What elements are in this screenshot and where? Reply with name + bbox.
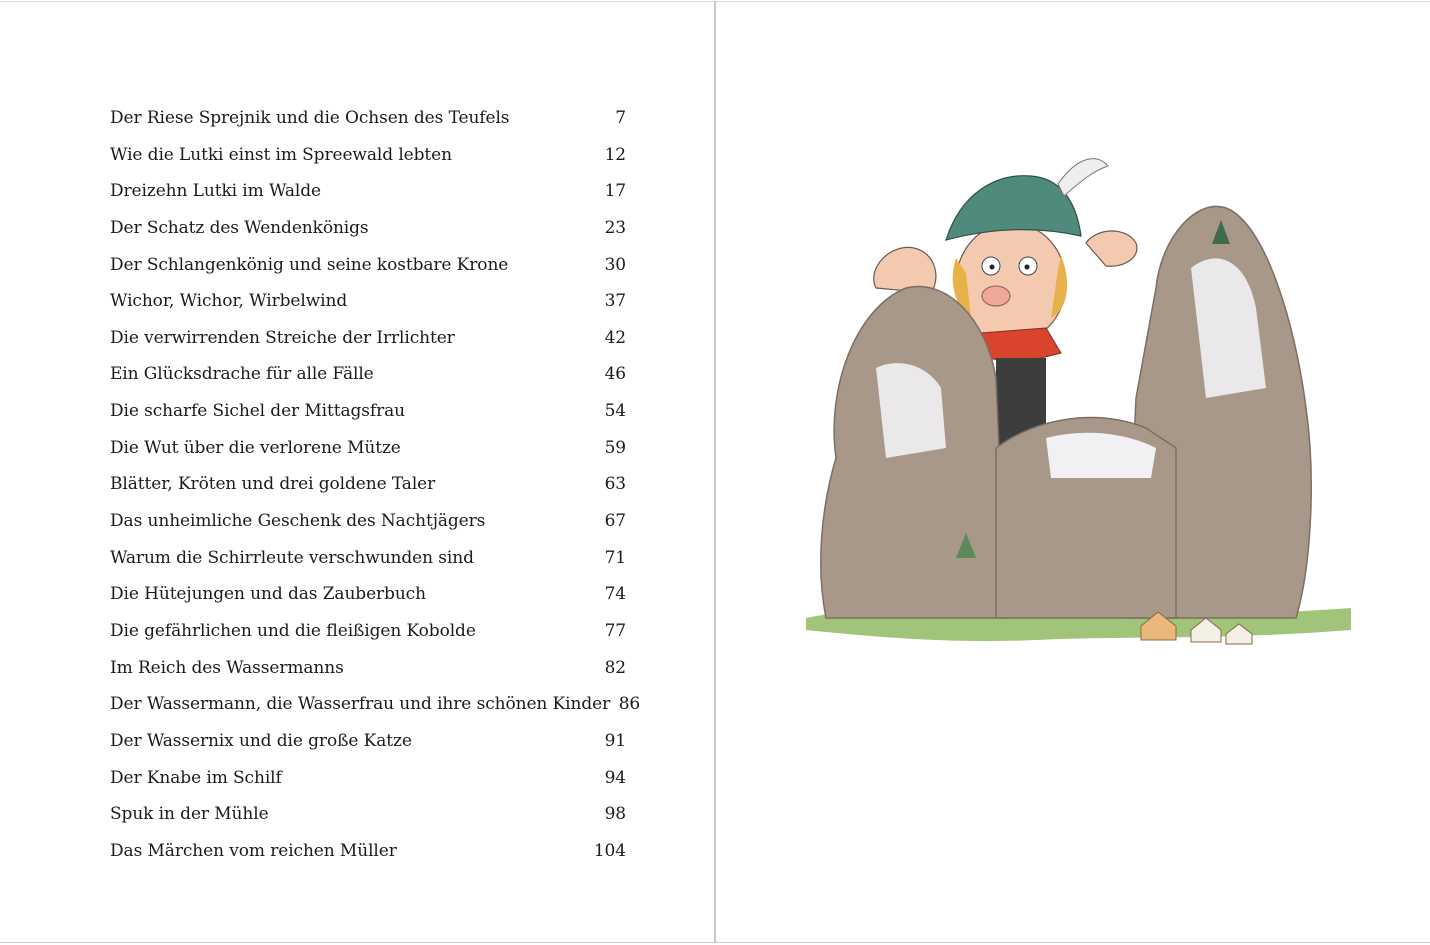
toc-entry-page-number: 46	[604, 364, 626, 385]
toc-entry-title: Die Wut über die verlorene Mütze	[110, 437, 401, 458]
giant-scarf	[981, 328, 1061, 363]
left-page	[0, 2, 714, 942]
giant-left-hand	[874, 247, 936, 293]
toc-entry-title: Im Reich des Wassermanns	[110, 657, 344, 678]
giant-behind-rocks-illustration	[796, 148, 1366, 678]
hat-feather	[1058, 159, 1108, 196]
toc-entry-title: Warum die Schirrleute verschwunden sind	[110, 547, 474, 568]
toc-entry	[110, 393, 626, 430]
toc-entry	[110, 576, 626, 613]
toc-entry	[110, 100, 626, 137]
toc-entry-title: Der Wassernix und die große Katze	[110, 730, 412, 751]
toc-entry-title: Der Riese Sprejnik und die Ochsen des Teufels	[110, 108, 510, 128]
toc-entry	[110, 173, 626, 210]
toc-entry	[110, 686, 641, 723]
toc-entry	[110, 320, 626, 357]
toc-entry-title: Das Märchen vom reichen Müller	[110, 840, 397, 861]
toc-entry-title: Spuk in der Mühle	[110, 804, 269, 825]
toc-entry	[110, 210, 626, 247]
toc-entry	[110, 650, 626, 687]
toc-entry-page-number: 63	[604, 474, 626, 495]
toc-entry-page-number: 67	[604, 511, 626, 532]
bottom-edge-line	[0, 942, 1430, 943]
toc-entry	[110, 540, 626, 577]
toc-entry	[110, 760, 626, 797]
toc-entry-title: Das unheimliche Geschenk des Nachtjägers	[110, 511, 486, 532]
toc-entry-title: Der Knabe im Schilf	[110, 767, 282, 788]
toc-entry-page-number: 12	[604, 144, 626, 165]
toc-entry	[110, 137, 626, 174]
toc-entry-title: Blätter, Kröten und drei goldene Taler	[110, 474, 436, 495]
toc-entry	[110, 466, 626, 503]
toc-entry-page-number: 82	[604, 657, 626, 678]
toc-entry-page-number: 86	[618, 694, 641, 715]
toc-entry-page-number: 59	[604, 437, 626, 458]
giant-nose	[982, 286, 1010, 306]
toc-entry-title: Die gefährlichen und die fleißigen Kobolde	[110, 620, 476, 641]
toc-entry-page-number: 104	[593, 840, 626, 861]
giant-right-pupil	[1025, 265, 1030, 270]
toc-entry-page-number: 94	[604, 767, 626, 788]
toc-entry	[110, 723, 626, 760]
toc-entry-page-number: 77	[604, 620, 626, 641]
toc-entry-page-number: 98	[604, 804, 626, 825]
table-of-contents	[110, 100, 641, 869]
toc-entry-page-number: 30	[604, 254, 626, 275]
toc-entry	[110, 430, 626, 467]
toc-entry	[110, 613, 626, 650]
giant-left-pupil	[990, 265, 995, 270]
toc-entry-title: Die scharfe Sichel der Mittagsfrau	[110, 401, 406, 422]
toc-entry	[110, 796, 626, 833]
toc-entry	[110, 833, 626, 870]
toc-entry	[110, 503, 626, 540]
toc-entry	[110, 247, 626, 284]
toc-entry	[110, 283, 626, 320]
toc-entry-title: Dreizehn Lutki im Walde	[110, 181, 321, 202]
toc-entry-page-number: 7	[615, 108, 626, 128]
toc-entry-title: Ein Glücksdrache für alle Fälle	[110, 364, 374, 385]
toc-entry-page-number: 42	[604, 327, 626, 348]
toc-entry-page-number: 74	[604, 584, 626, 605]
toc-entry-page-number: 17	[604, 181, 626, 202]
toc-entry-title: Wichor, Wichor, Wirbelwind	[110, 291, 348, 312]
toc-entry	[110, 356, 626, 393]
toc-entry-title: Die Hütejungen und das Zauberbuch	[110, 584, 426, 605]
toc-entry-title: Die verwirrenden Streiche der Irrlichter	[110, 327, 455, 348]
toc-entry-title: Der Wassermann, die Wasserfrau und ihre schönen Kinder	[110, 694, 611, 715]
toc-entry-title: Der Schatz des Wendenkönigs	[110, 217, 369, 238]
toc-entry-page-number: 54	[604, 401, 626, 422]
toc-entry-page-number: 37	[604, 291, 626, 312]
giant-right-hand	[1086, 231, 1137, 266]
toc-entry-page-number: 23	[604, 217, 626, 238]
toc-entry-title: Der Schlangenkönig und seine kostbare Krone	[110, 254, 509, 275]
toc-entry-page-number: 71	[604, 547, 626, 568]
toc-entry-title: Wie die Lutki einst im Spreewald lebten	[110, 144, 452, 165]
toc-entry-page-number: 91	[604, 730, 626, 751]
